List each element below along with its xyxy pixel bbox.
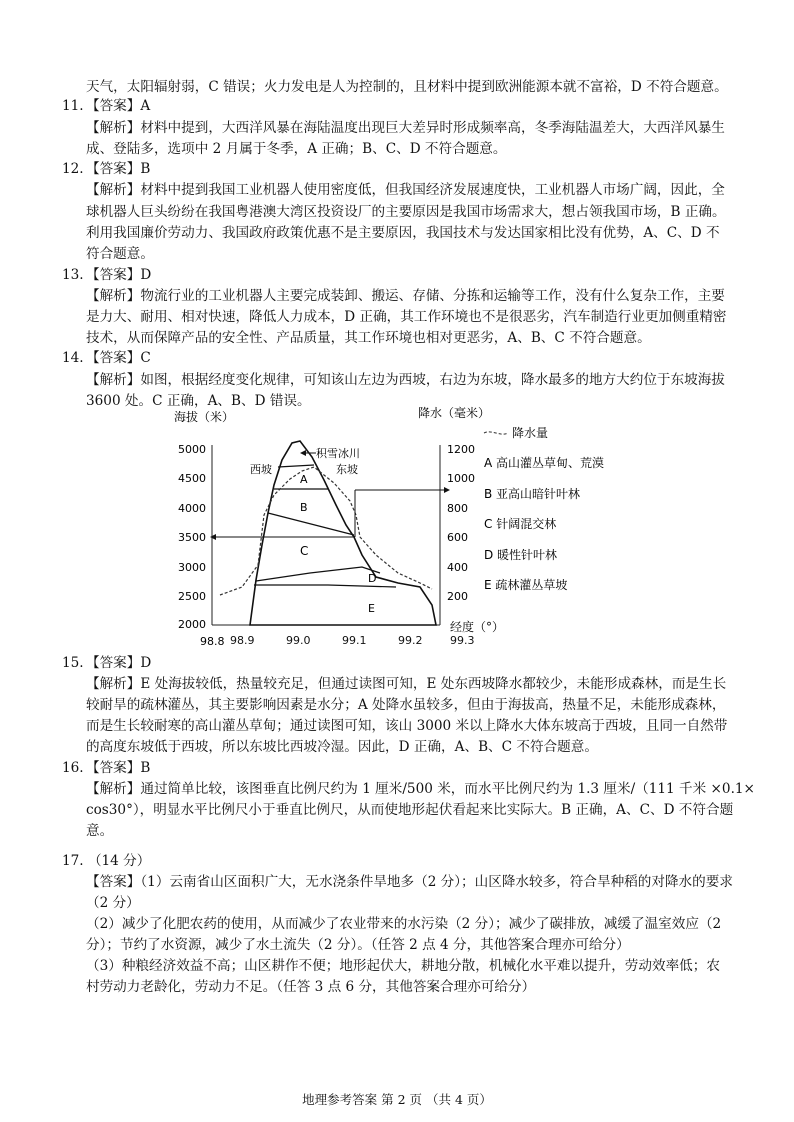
- legend-c: C 针阔混交林: [484, 517, 557, 531]
- zone-e-label: E: [368, 602, 375, 615]
- x-axis-title: 经度（°）: [450, 620, 505, 634]
- answer-line: 村劳动力老龄化，劳动力不足。（任答 3 点 6 分，其他答案合理亦可给分）: [86, 979, 536, 995]
- legend-b: B 亚高山暗针叶林: [484, 487, 581, 501]
- explanation-line: 意。: [86, 823, 114, 839]
- zone-c-label: C: [300, 544, 309, 558]
- answer-line: 【答案】D: [86, 655, 152, 671]
- explanation-line: 【解析】如图，根据经度变化规律，可知该山左边为西坡，右边为东坡，降水最多的地方大约位于东坡海拔: [86, 372, 725, 388]
- snow-label: 积雪冰川: [316, 447, 360, 460]
- legend-precip: 降水量: [512, 426, 549, 440]
- page-footer: 地理参考答案 第 2 页 （共 4 页）: [302, 1092, 492, 1107]
- explanation-line: 技术，从而保障产品的安全性、产品质量，其工作环境也相对更恶劣，A、B、C 不符合题意。: [86, 330, 651, 346]
- right-tick: 400: [447, 561, 468, 574]
- left-tick: 2500: [178, 590, 206, 603]
- answer-line: 【答案】A: [86, 98, 151, 114]
- right-tick: 800: [447, 502, 468, 515]
- zone-d-label: D: [368, 572, 377, 585]
- question-number: 15.: [62, 655, 84, 671]
- answer-line: 【答案】B: [86, 161, 151, 177]
- explanation-line: 而是生长较耐寒的高山灌丛草甸；通过读图可知，该山 3000 米以上降水大体东坡高于西坡，且同一自然带: [86, 718, 728, 734]
- explanation-line: 【解析】材料中提到我国工业机器人使用密度低，但我国经济发展速度快，工业机器人市场广阔，因此，全: [86, 182, 725, 198]
- right-tick: 1000: [447, 472, 475, 485]
- x-tick: 99.2: [398, 634, 423, 647]
- answer-line: （3）种粮经济效益不高；山区耕作不便；地形起伏大，耕地分散，机械化水平难以提升，劳动效率低；农: [86, 958, 720, 974]
- legend-d: D 暖性针叶林: [484, 548, 558, 562]
- right-tick: 600: [447, 531, 468, 544]
- explanation-line: 【解析】E 处海拔较低，热量较充足，但通过读图可知，E 处东西坡降水都较少，未能形成森林，而是生长: [86, 676, 727, 692]
- question-number: 16.: [62, 760, 84, 776]
- left-axis-title: 海拔（米）: [174, 410, 235, 424]
- text-line: 天气，太阳辐射弱，C 错误；火力发电是人为控制的，且材料中提到欧洲能源本就不富裕，D 不符合题意。: [86, 79, 728, 95]
- x-tick: 98.8: [200, 635, 225, 648]
- explanation-line: 3600 处。C 正确，A、B、D 错误。: [86, 393, 311, 409]
- x-tick: 99.1: [342, 634, 367, 647]
- explanation-line: 【解析】物流行业的工业机器人主要完成装卸、搬运、存储、分拣和运输等工作，没有什么复杂工作，主要: [86, 288, 725, 304]
- question-header: 17. （14 分）: [62, 853, 151, 869]
- answer-line: （2 分）: [86, 895, 140, 911]
- question-number: 12.: [62, 161, 84, 177]
- explanation-line: 较耐旱的疏林灌丛，其主要影响因素是水分；A 处降水虽较多，但由于海拔高，热量不足，未能形成森林，: [86, 697, 726, 713]
- legend-a: A 高山灌丛草甸、荒漠: [484, 456, 605, 470]
- x-tick: 98.9: [230, 634, 255, 647]
- question-number: 14.: [62, 350, 84, 366]
- left-tick: 4500: [178, 472, 206, 485]
- answer-line: 【答案】C: [86, 350, 151, 366]
- zone-a-label: A: [300, 473, 308, 486]
- zone-b-label: B: [300, 501, 308, 514]
- explanation-line: 是力大、耐用、相对快速，降低人力成本，D 正确，其工作环境也不是很恶劣，汽车制造行业更加侧重精密: [86, 309, 727, 325]
- legend-e: E 疏林灌丛草坡: [484, 578, 568, 592]
- answer-line: （2）减少了化肥农药的使用，从而减少了农业带来的水污染（2 分）；减少了碳排放，减缓了温室效应（2: [86, 916, 722, 932]
- right-tick: 200: [447, 590, 468, 603]
- right-tick: 1200: [447, 443, 475, 456]
- question-number: 11.: [62, 98, 84, 114]
- answer-line: 【答案】B: [86, 760, 151, 776]
- left-tick: 3000: [178, 561, 206, 574]
- question-number: 13.: [62, 267, 84, 283]
- answer-line: 【答案】D: [86, 267, 152, 283]
- explanation-line: 成、登陆多，选项中 2 月属于冬季，A 正确；B、C、D 不符合题意。: [86, 141, 507, 157]
- x-tick: 99.0: [286, 634, 311, 647]
- explanation-line: 的高度东坡低于西坡，所以东坡比西坡冷湿。因此，D 正确，A、B、C 不符合题意。: [86, 739, 598, 755]
- explanation-line: 球机器人巨头纷纷在我国粤港澳大湾区投资设厂的主要原因是我国市场需求大，想占领我国市场，B 正确。: [86, 204, 726, 220]
- east-slope-label: 东坡: [336, 463, 358, 476]
- left-tick: 3500: [178, 531, 206, 544]
- explanation-line: 【解析】材料中提到，大西洋风暴在海陆温度出现巨大差异时形成频率高，冬季海陆温差大，大西洋风暴生: [86, 120, 725, 136]
- west-slope-label: 西坡: [250, 463, 272, 476]
- answer-line: 分）；节约了水资源，减少了水土流失（2 分）。（任答 2 点 4 分，其他答案合理亦可给分）: [86, 937, 630, 953]
- left-tick: 2000: [178, 618, 206, 631]
- x-tick: 99.3: [450, 634, 475, 647]
- right-axis-title: 降水（毫米）: [418, 406, 491, 420]
- left-tick: 5000: [178, 443, 206, 456]
- explanation-line: 【解析】通过简单比较，该图垂直比例尺约为 1 厘米/500 米，而水平比例尺约为 1.3 厘米/（111 千米 ×0.1×: [86, 781, 755, 797]
- explanation-line: 符合题意。: [86, 246, 154, 262]
- left-tick: 4000: [178, 502, 206, 515]
- answer-line: 【答案】（1）云南省山区面积广大，无水浇条件旱地多（2 分）；山区降水较多，符合旱种稻的对降水的要求: [86, 874, 733, 890]
- explanation-line: cos30°），明显水平比例尺小于垂直比例尺，从而使地形起伏看起来比实际大。B 正确，A、C、D 不符合题: [86, 802, 734, 818]
- precipitation-line: [220, 467, 432, 595]
- explanation-line: 利用我国廉价劳动力、我国政府政策优惠不是主要原因，我国技术与发达国家相比没有优势，A、C、D 不: [86, 225, 720, 241]
